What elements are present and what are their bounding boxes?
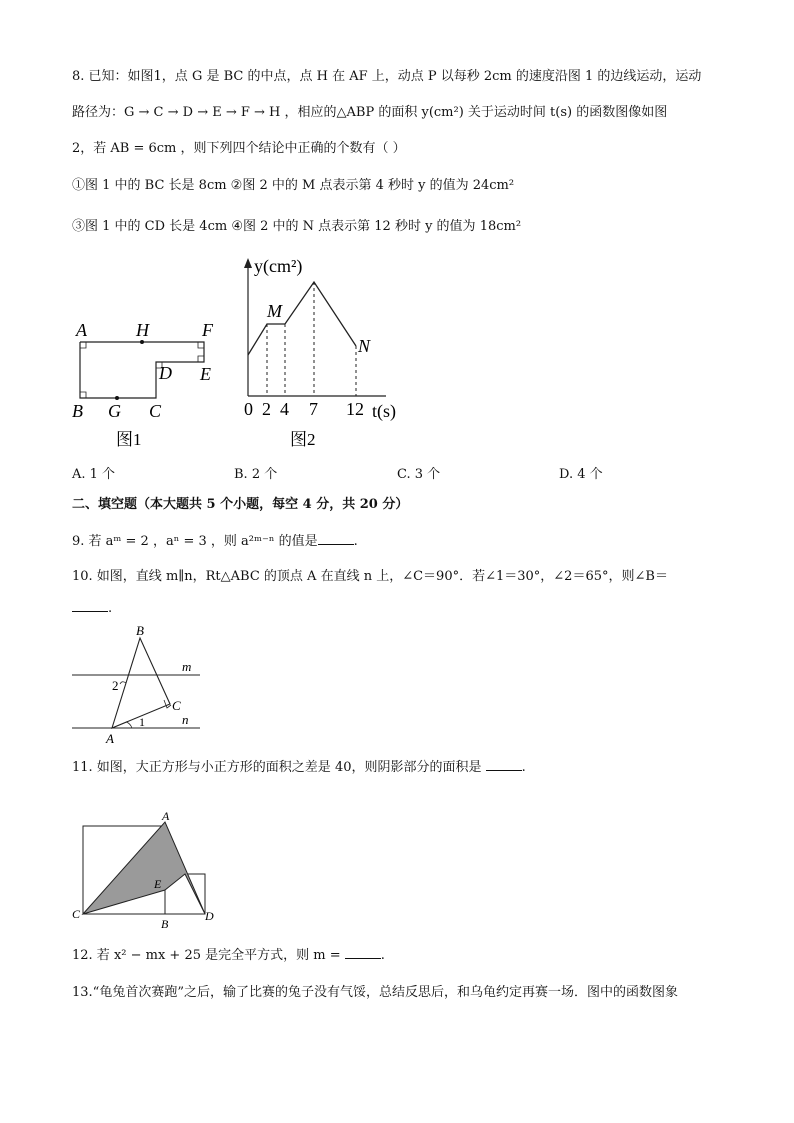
right-angle-f <box>198 342 204 348</box>
point-n-label: N <box>358 336 371 356</box>
label-c: C <box>149 401 162 421</box>
label-a: A <box>76 320 87 340</box>
label-d: D <box>159 363 172 383</box>
label-e: E <box>200 364 211 384</box>
tick-7: 7 <box>309 399 318 419</box>
tick-12: 12 <box>346 399 364 419</box>
right-angle-b <box>80 392 86 398</box>
label-1: 1 <box>139 715 145 729</box>
tick-0: 0 <box>244 399 253 419</box>
q8-line-2: 路径为：G → C → D → E → F → H ，相应的△ABP 的面积 y(cm²) 关于运动时间 t(s) 的函数图像如图 <box>72 105 668 120</box>
point-m-label: M <box>267 301 282 321</box>
q8-line-1: 8. 已知：如图1，点 G 是 BC 的中点，点 H 在 AF 上，动点 P 以每秒 2cm 的速度沿图 1 的边线运动，运动 <box>72 69 702 84</box>
tick-2: 2 <box>262 399 271 419</box>
point-g <box>115 396 119 400</box>
q10-suffix: . <box>108 601 113 616</box>
label-f: F <box>202 320 213 340</box>
y-axis-arrow <box>244 258 252 268</box>
tick-4: 4 <box>280 399 289 419</box>
label-b: B <box>161 917 169 931</box>
x-axis-label: t(s) <box>372 401 396 421</box>
right-angle-e <box>198 356 204 362</box>
option-c[interactable]: C. 3 个 <box>397 467 441 482</box>
q9 <box>72 532 358 551</box>
option-a[interactable]: A. 1 个 <box>72 467 116 482</box>
q11-figure <box>68 808 228 934</box>
figure-2-caption: 图2 <box>290 430 316 449</box>
label-a: A <box>106 731 114 746</box>
q8-line-3: 2，若 AB = 6cm ，则下列四个结论中正确的个数有（ ） <box>72 141 406 156</box>
q9-answer-blank[interactable] <box>318 532 354 545</box>
label-c: C <box>172 698 181 713</box>
figure-1-outline <box>80 342 204 398</box>
y-axis-label: y(cm²) <box>254 256 303 276</box>
label-b: B <box>72 401 83 421</box>
q8-figure-2 <box>236 252 426 458</box>
label-g: G <box>108 401 121 421</box>
label-e: E <box>154 877 162 891</box>
q10-line-1: 10. 如图，直线 m∥n，Rt△ABC 的顶点 A 在直线 n 上，∠C＝90°．若∠1＝30°，∠2＝65°，则∠B＝ <box>72 569 668 584</box>
angle-2-arc <box>120 682 126 684</box>
q11-answer-blank[interactable] <box>486 758 522 771</box>
function-graph <box>248 282 356 355</box>
q8-statement-1: ①图 1 中的 BC 长是 8cm ②图 2 中的 M 点表示第 4 秒时 y 的值为 24cm² <box>72 178 515 193</box>
figure-1-caption: 图1 <box>116 430 142 449</box>
q9-text: 9. 若 aᵐ = 2 ，aⁿ = 3 ，则 a²ᵐ⁻ⁿ 的值是 <box>72 534 318 549</box>
q9-suffix: . <box>353 534 358 549</box>
q10-line-2 <box>72 599 112 618</box>
option-d[interactable]: D. 4 个 <box>559 467 603 482</box>
angle-1-arc <box>126 722 132 728</box>
q11 <box>72 758 526 777</box>
option-b[interactable]: B. 2 个 <box>234 467 278 482</box>
label-c: C <box>72 907 81 921</box>
q11-text: 11. 如图，大正方形与小正方形的面积之差是 40，则阴影部分的面积是 <box>72 760 482 775</box>
label-d: D <box>205 909 214 923</box>
label-b: B <box>136 623 144 638</box>
label-a: A <box>162 809 170 823</box>
label-h: H <box>136 320 149 340</box>
q12-answer-blank[interactable] <box>345 946 381 959</box>
point-h <box>140 340 144 344</box>
q13-line-1: 13.“龟兔首次赛跑”之后，输了比赛的兔子没有气馁，总结反思后，和乌龟约定再赛一场．图中的函数图象 <box>72 985 678 1000</box>
q8-statement-2: ③图 1 中的 CD 长是 4cm ④图 2 中的 N 点表示第 12 秒时 y 的值为 18cm² <box>72 219 522 234</box>
q10-figure <box>68 622 218 748</box>
q12-text: 12. 若 x² − mx + 25 是完全平方式，则 m = <box>72 948 341 963</box>
q12 <box>72 946 385 965</box>
shaded-region <box>83 822 205 914</box>
q10-answer-blank[interactable] <box>72 599 108 612</box>
section-2-heading: 二、填空题（本大题共 5 个小题，每空 4 分，共 20 分） <box>72 497 409 512</box>
right-angle-a <box>80 342 86 348</box>
label-2: 2 <box>112 678 119 693</box>
label-m: m <box>182 659 192 674</box>
label-n: n <box>182 712 189 727</box>
q12-suffix: . <box>380 948 385 963</box>
q11-suffix: . <box>521 760 526 775</box>
q8-figure-1 <box>68 312 228 458</box>
